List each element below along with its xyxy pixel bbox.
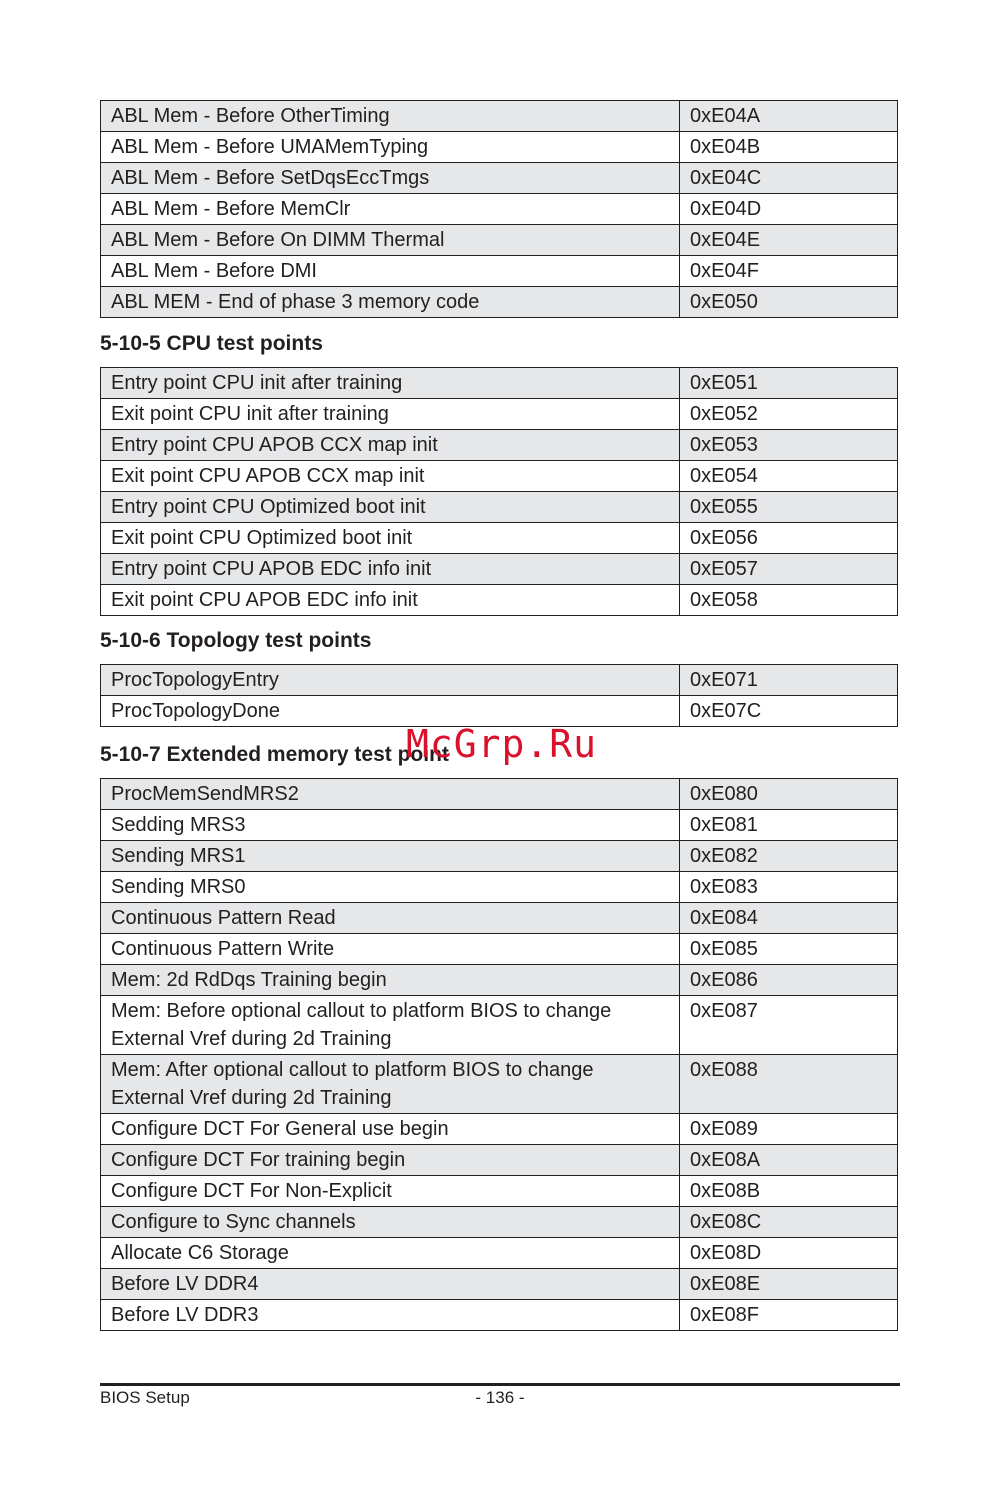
test-point-code: 0xE084 (680, 903, 898, 934)
table-row (101, 430, 898, 461)
table-row (101, 256, 898, 287)
table-row (101, 779, 898, 810)
table-row (101, 934, 898, 965)
test-point-code: 0xE08C (680, 1207, 898, 1238)
footer-divider (100, 1383, 900, 1386)
table-row (101, 399, 898, 430)
test-point-code: 0xE04E (680, 225, 898, 256)
table-row (101, 1145, 898, 1176)
table-row (101, 132, 898, 163)
table-row (101, 872, 898, 903)
test-point-code: 0xE057 (680, 554, 898, 585)
table-row (101, 287, 898, 318)
table-row (101, 1300, 898, 1331)
test-point-description: Entry point CPU APOB EDC info init (101, 554, 680, 585)
test-point-description: Sedding MRS3 (101, 810, 680, 841)
test-point-code: 0xE08B (680, 1176, 898, 1207)
test-point-description: ProcMemSendMRS2 (101, 779, 680, 810)
test-point-code: 0xE08E (680, 1269, 898, 1300)
table-row (101, 996, 898, 1055)
test-point-code: 0xE04F (680, 256, 898, 287)
test-point-code: 0xE04B (680, 132, 898, 163)
table-row (101, 101, 898, 132)
test-point-description: Exit point CPU APOB CCX map init (101, 461, 680, 492)
table-row (101, 810, 898, 841)
test-point-description: ABL Mem - Before On DIMM Thermal (101, 225, 680, 256)
test-point-description: ProcTopologyDone (101, 696, 680, 727)
section-heading-topology-test-points: 5-10-6 Topology test points (100, 629, 372, 652)
test-point-code: 0xE088 (680, 1055, 898, 1114)
cpu-test-points-table (100, 367, 898, 616)
test-point-code: 0xE080 (680, 779, 898, 810)
table-row (101, 841, 898, 872)
test-point-description: Mem: 2d RdDqs Training begin (101, 965, 680, 996)
test-point-code: 0xE058 (680, 585, 898, 616)
test-point-description: Before LV DDR3 (101, 1300, 680, 1331)
table-row (101, 1114, 898, 1145)
table-row (101, 554, 898, 585)
test-point-description: Continuous Pattern Read (101, 903, 680, 934)
test-point-description: ABL MEM - End of phase 3 memory code (101, 287, 680, 318)
table-row (101, 1055, 898, 1114)
test-point-code: 0xE050 (680, 287, 898, 318)
table-row (101, 585, 898, 616)
table-row (101, 461, 898, 492)
table-row (101, 1269, 898, 1300)
table-row (101, 1176, 898, 1207)
section-heading-cpu-test-points: 5-10-5 CPU test points (100, 332, 323, 355)
test-point-description: Mem: Before optional callout to platform BIOS to change External Vref during 2d Training (101, 996, 680, 1055)
test-point-code: 0xE054 (680, 461, 898, 492)
table-row (101, 665, 898, 696)
memory-test-points-table-continued (100, 100, 898, 318)
test-point-code: 0xE082 (680, 841, 898, 872)
test-point-code: 0xE085 (680, 934, 898, 965)
test-point-description: Exit point CPU init after training (101, 399, 680, 430)
test-point-description: Sending MRS0 (101, 872, 680, 903)
test-point-code: 0xE08D (680, 1238, 898, 1269)
test-point-code: 0xE087 (680, 996, 898, 1055)
test-point-code: 0xE071 (680, 665, 898, 696)
table-row (101, 194, 898, 225)
table-row (101, 225, 898, 256)
table-row (101, 368, 898, 399)
test-point-code: 0xE052 (680, 399, 898, 430)
test-point-code: 0xE04C (680, 163, 898, 194)
footer-section-label: BIOS Setup (100, 1388, 190, 1407)
table-row (101, 1207, 898, 1238)
page-number: - 136 - (475, 1388, 525, 1407)
test-point-code: 0xE081 (680, 810, 898, 841)
test-point-description: Entry point CPU APOB CCX map init (101, 430, 680, 461)
test-point-code: 0xE089 (680, 1114, 898, 1145)
topology-test-points-table (100, 664, 898, 727)
test-point-code: 0xE08A (680, 1145, 898, 1176)
test-point-description: ABL Mem - Before OtherTiming (101, 101, 680, 132)
test-point-description: ABL Mem - Before SetDqsEccTmgs (101, 163, 680, 194)
table-row (101, 163, 898, 194)
test-point-description: ProcTopologyEntry (101, 665, 680, 696)
test-point-description: Exit point CPU APOB EDC info init (101, 585, 680, 616)
test-point-description: ABL Mem - Before UMAMemTyping (101, 132, 680, 163)
test-point-description: Mem: After optional callout to platform BIOS to change External Vref during 2d Training (101, 1055, 680, 1114)
test-point-description: Entry point CPU Optimized boot init (101, 492, 680, 523)
test-point-description: Continuous Pattern Write (101, 934, 680, 965)
test-point-description: Sending MRS1 (101, 841, 680, 872)
table-row (101, 965, 898, 996)
test-point-code: 0xE08F (680, 1300, 898, 1331)
test-point-code: 0xE04D (680, 194, 898, 225)
test-point-description: Configure DCT For Non-Explicit (101, 1176, 680, 1207)
test-point-description: Before LV DDR4 (101, 1269, 680, 1300)
test-point-description: Configure DCT For General use begin (101, 1114, 680, 1145)
test-point-code: 0xE07C (680, 696, 898, 727)
test-point-description: Allocate C6 Storage (101, 1238, 680, 1269)
test-point-description: ABL Mem - Before DMI (101, 256, 680, 287)
watermark-logo: McGrp.Ru (406, 722, 598, 766)
test-point-code: 0xE055 (680, 492, 898, 523)
table-row (101, 1238, 898, 1269)
test-point-description: ABL Mem - Before MemClr (101, 194, 680, 225)
test-point-code: 0xE051 (680, 368, 898, 399)
test-point-description: Entry point CPU init after training (101, 368, 680, 399)
section-heading-extended-memory-test-point: 5-10-7 Extended memory test point (100, 743, 449, 766)
table-row (101, 903, 898, 934)
test-point-code: 0xE053 (680, 430, 898, 461)
test-point-code: 0xE056 (680, 523, 898, 554)
extended-memory-test-points-table (100, 778, 898, 1331)
test-point-description: Configure to Sync channels (101, 1207, 680, 1238)
test-point-code: 0xE086 (680, 965, 898, 996)
test-point-description: Exit point CPU Optimized boot init (101, 523, 680, 554)
table-row (101, 523, 898, 554)
test-point-code: 0xE083 (680, 872, 898, 903)
test-point-code: 0xE04A (680, 101, 898, 132)
table-row (101, 492, 898, 523)
test-point-description: Configure DCT For training begin (101, 1145, 680, 1176)
